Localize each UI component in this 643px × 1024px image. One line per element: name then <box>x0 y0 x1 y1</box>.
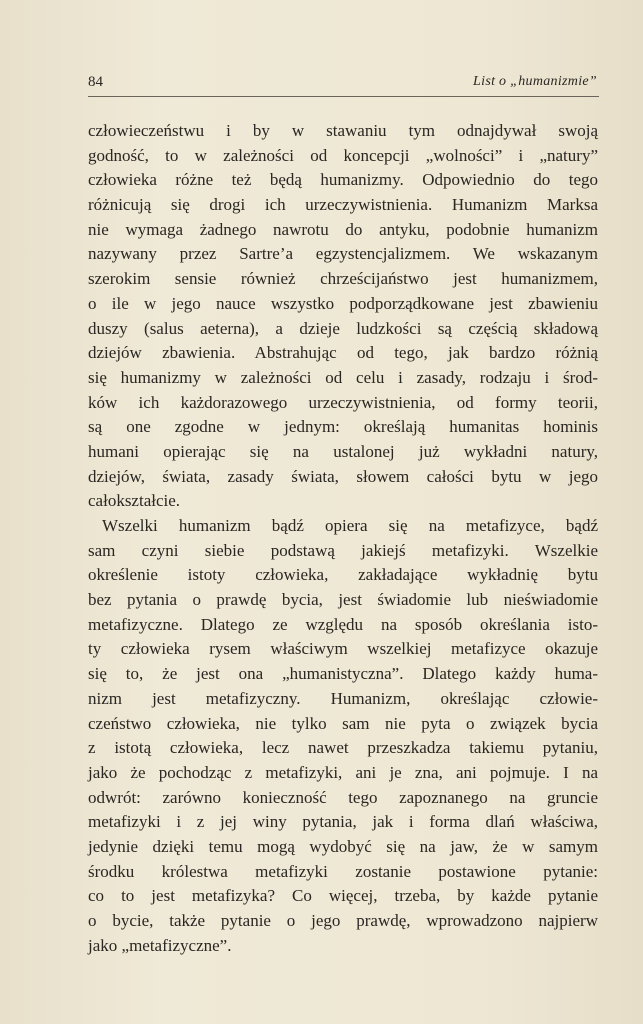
page-number: 84 <box>88 74 103 90</box>
text-line: jako „metafizyczne”. <box>88 935 232 955</box>
text-line: o ile w jego nauce wszystko podporządkowane jest zbawieniu <box>88 293 598 313</box>
text-line: człowieka różne też będą humanizmy. Odpowiednio do tego <box>88 170 598 190</box>
text-line: ków ich każdorazowego urzeczywistnienia, od formy teorii, <box>88 392 598 412</box>
text-line: szerokim sensie również chrześcijaństwo jest humanizmem, <box>88 269 598 289</box>
text-line: humani opierając się na ustalonej już wykładni natury, <box>88 441 598 461</box>
running-title: List o „humanizmie” <box>473 74 597 89</box>
text-line: dziejów zbawienia. Abstrahując od tego, jak bardzo różnią <box>88 343 598 363</box>
text-line: jedynie dzięki temu mogą wydobyć się na jaw, że w samym <box>88 836 598 856</box>
text-line: jako że pochodząc z metafizyki, ani je zna, ani pojmuje. I na <box>88 762 598 782</box>
text-line: metafizyczne. Dlatego ze względu na sposób określania isto- <box>88 614 598 634</box>
text-line: z istotą człowieka, lecz nawet przeszkadza takiemu pytaniu, <box>88 738 598 758</box>
text-line: są one zgodne w jednym: określają humanitas hominis <box>88 417 598 437</box>
text-line: czeństwo człowieka, nie tylko sam nie pyta o związek bycia <box>88 713 598 733</box>
text-line: nie wymaga żadnego nawrotu do antyku, podobnie humanizm <box>88 219 598 239</box>
text-line: o bycie, także pytanie o jego prawdę, wprowadzono najpierw <box>88 911 598 930</box>
text-line: całokształcie. <box>88 491 181 511</box>
text-line: określenie istoty człowieka, zakładające wykładnię bytu <box>88 565 598 585</box>
text-line: nazywany przez Sartre’a egzystencjalizmem. We wskazanym <box>88 244 598 264</box>
text-line: się to, że jest ona „humanistyczna”. Dlatego każdy huma- <box>88 664 598 684</box>
text-line: godność, to w zależności od koncepcji „wolności” i „natury” <box>88 145 598 165</box>
text-line: Wszelki humanizm bądź opiera się na metafizyce, bądź <box>102 516 598 535</box>
text-line: bez pytania o prawdę bycia, jest świadomie lub nieświadomie <box>88 590 598 610</box>
text-line: ty człowieka rysem właściwym wszelkiej metafizyce okazuje <box>88 639 598 659</box>
paragraph <box>88 119 598 514</box>
text-line: środku królestwa metafizyki zostanie postawione pytanie: <box>88 861 598 881</box>
text-line: człowieczeństwu i by w stawaniu tym odnajdywał swoją <box>88 121 598 140</box>
text-line: duszy (salus aeterna), a dzieje ludzkości są częścią składową <box>88 318 598 338</box>
text-line: się humanizmy w zależności od celu i zasady, rodzaju i środ- <box>88 367 598 387</box>
text-line: co to jest metafizyka? Co więcej, trzeba, by każde pytanie <box>88 886 598 906</box>
text-line: odwrót: zarówno konieczność tego zapoznanego na gruncie <box>88 787 598 807</box>
text-line: nizm jest metafizyczny. Humanizm, określając człowie- <box>88 688 598 708</box>
body-text <box>88 119 598 958</box>
running-head <box>88 72 599 97</box>
paragraph <box>88 514 598 958</box>
text-line: metafizyki i z jej winy pytania, jak i forma dlań właściwa, <box>88 812 598 832</box>
text-line: sam czyni siebie podstawą jakiejś metafizyki. Wszelkie <box>88 540 598 560</box>
text-line: różnicują się drogi ich urzeczywistnienia. Humanizm Marksa <box>88 195 598 215</box>
text-line: dziejów, świata, zasady świata, słowem całości bytu w jego <box>88 466 598 486</box>
